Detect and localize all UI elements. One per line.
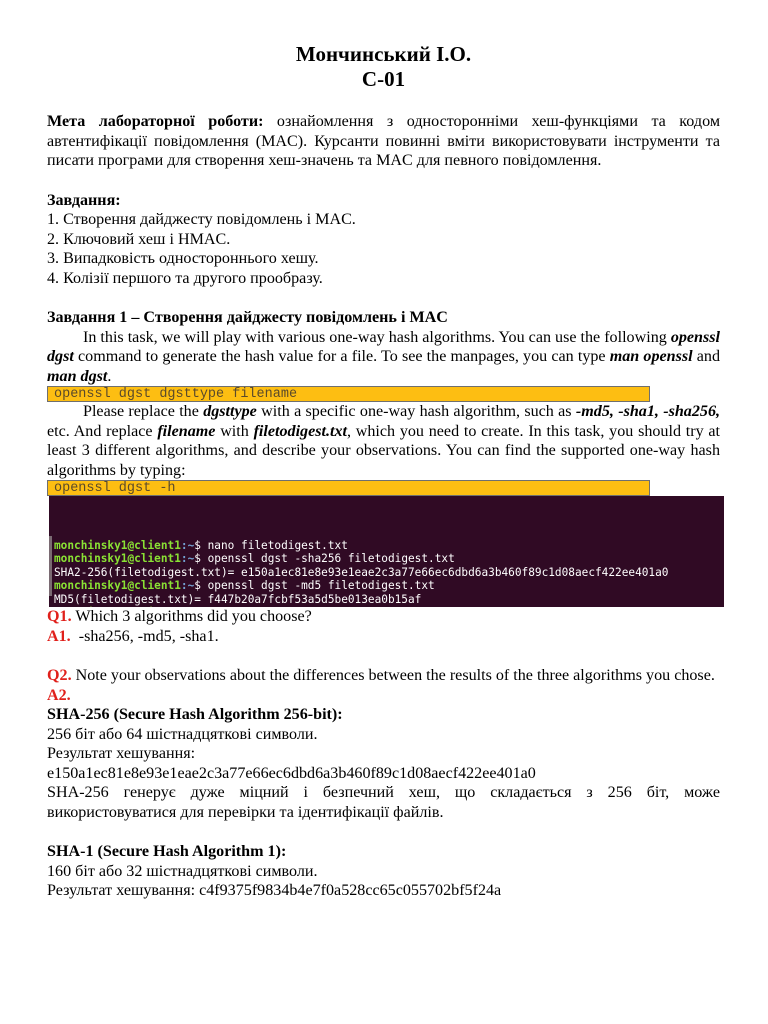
terminal-prompt-user: monchinsky1@client1 xyxy=(54,579,181,592)
terminal-command-line xyxy=(54,552,724,566)
terminal-prompt-dir: :~ xyxy=(180,538,195,552)
q2-label: Q2. xyxy=(47,667,72,684)
man-dgst-term: man dgst xyxy=(47,367,108,385)
task-item: 2. Ключовий хеш і HMAC. xyxy=(47,230,231,248)
sha256-result-label: Результат хешування: xyxy=(47,745,196,762)
task-item: 1. Створення дайджесту повідомлень і MAC. xyxy=(47,211,356,228)
openssl-dgst-term: openssl dgst xyxy=(47,328,720,365)
task-item: 4. Колізії першого та другого прообразу. xyxy=(47,269,323,287)
sha1-size: 160 біт або 32 шістнадцяткові символи. xyxy=(47,862,318,880)
command-box-dgst: openssl dgst dgsttype filename xyxy=(47,386,650,402)
terminal-prompt-dir xyxy=(181,606,194,607)
sha256-heading: SHA-256 (Secure Hash Algorithm 256-bit): xyxy=(47,706,343,723)
author-name: Мончинський І.О. xyxy=(295,42,472,66)
filetodigest-term: filetodigest.txt xyxy=(253,422,347,440)
question-1: Q1. Which 3 algorithms did you choose? xyxy=(47,608,312,625)
terminal-command-text: $ nano filetodigest.txt xyxy=(194,538,348,552)
a1-label: A1. xyxy=(47,627,71,645)
goal-text: ознайомлення з односторонніми хеш-функціями та кодом автентифікації повідомлення (MAC). Курсанти повинні вміти використовувати інструменти та писати програми для створення хеш-значень та MAC для певного повідомлення. xyxy=(47,113,720,169)
sha1-heading: SHA-1 (Secure Hash Algorithm 1): xyxy=(47,843,287,860)
terminal-screenshot xyxy=(49,496,724,607)
sha256-description: SHA-256 генерує дуже міцний і безпечний хеш, що складається з 256 біт, може використовуватися для перевірки та ідентифікації файлів. xyxy=(47,784,720,821)
terminal-prompt-dir: :~ xyxy=(180,579,195,592)
answer-1: A1. -sha256, -md5, -sha1. xyxy=(47,627,219,645)
terminal-prompt-user xyxy=(54,606,181,607)
filename-term: filename xyxy=(157,422,216,440)
task1-paragraph-1: In this task, we will play with various one-way hash algorithms. You can use the following openssl dgst command to generate the hash value for a file. To see the manpages, you can type man openssl and man dgst. xyxy=(47,328,720,385)
terminal-scrollbar xyxy=(49,536,52,596)
a2-label: A2. xyxy=(47,686,71,704)
sha256-size: 256 біт або 64 шістнадцяткові символи. xyxy=(47,725,318,743)
man-openssl-term: man openssl xyxy=(609,348,693,365)
terminal-prompt-user: monchinsky1@client1 xyxy=(54,538,181,552)
terminal-command-text: $ openssl dgst -sha256 filetodigest.txt xyxy=(194,552,455,565)
command-box-help: openssl dgst -h xyxy=(47,480,650,496)
task1-heading: Завдання 1 – Створення дайджесту повідомлень і MAC xyxy=(47,309,448,326)
terminal-command-text: $ openssl dgst -md5 filetodigest.txt xyxy=(194,579,435,592)
sha1-result: Результат хешування: c4f9375f9834b4e7f0a528cc65c055702bf5f24a xyxy=(47,882,502,899)
q1-label: Q1. xyxy=(47,608,72,625)
question-2: Q2. Note your observations about the differences between the results of the three algorithms you chose. xyxy=(47,667,715,684)
terminal-output-line: SHA2-256(filetodigest.txt)= e150a1ec81e8e93e1eae2c3a77e66ec6dbd6a3b460f89c1d08aecf422ee401a0 xyxy=(54,565,669,579)
terminal-command-text xyxy=(194,606,441,607)
terminal-lines xyxy=(54,539,724,608)
terminal-prompt-dir: :~ xyxy=(180,552,195,565)
goal-paragraph xyxy=(47,112,720,171)
tasks-heading: Завдання: xyxy=(47,191,121,209)
terminal-command-line xyxy=(54,579,724,593)
terminal-command-line xyxy=(54,606,724,607)
task1-paragraph-2: Please replace the dgsttype with a specific one-way hash algorithm, such as -md5, -sha1, -sha256, etc. And replace filename with filetodigest.txt, which you need to create. In this task, you should try at least 3 different algorithms, and describe your observations. You can find the supported one-way hash algorithms by typing: xyxy=(47,403,721,479)
terminal-command-line xyxy=(54,539,724,553)
terminal-prompt-user: monchinsky1@client1 xyxy=(54,552,181,565)
group-code: С-01 xyxy=(361,67,406,91)
answer-2 xyxy=(47,686,720,706)
algorithm-examples: -md5, -sha1, -sha256, xyxy=(575,403,721,420)
task-item: 3. Випадковість одностороннього хешу. xyxy=(47,250,319,267)
goal-label: Мета лабораторної роботи: xyxy=(47,113,264,130)
terminal-output-line: MD5(filetodigest.txt)= f447b20a7fcbf53a5d5be013ea0b15af xyxy=(54,592,422,606)
document-page xyxy=(47,42,720,901)
sha256-hash: e150a1ec81e8e93e1eae2c3a77e66ec6dbd6a3b460f89c1d08aecf422ee401a0 xyxy=(47,764,536,782)
dgsttype-term: dgsttype xyxy=(203,403,257,420)
